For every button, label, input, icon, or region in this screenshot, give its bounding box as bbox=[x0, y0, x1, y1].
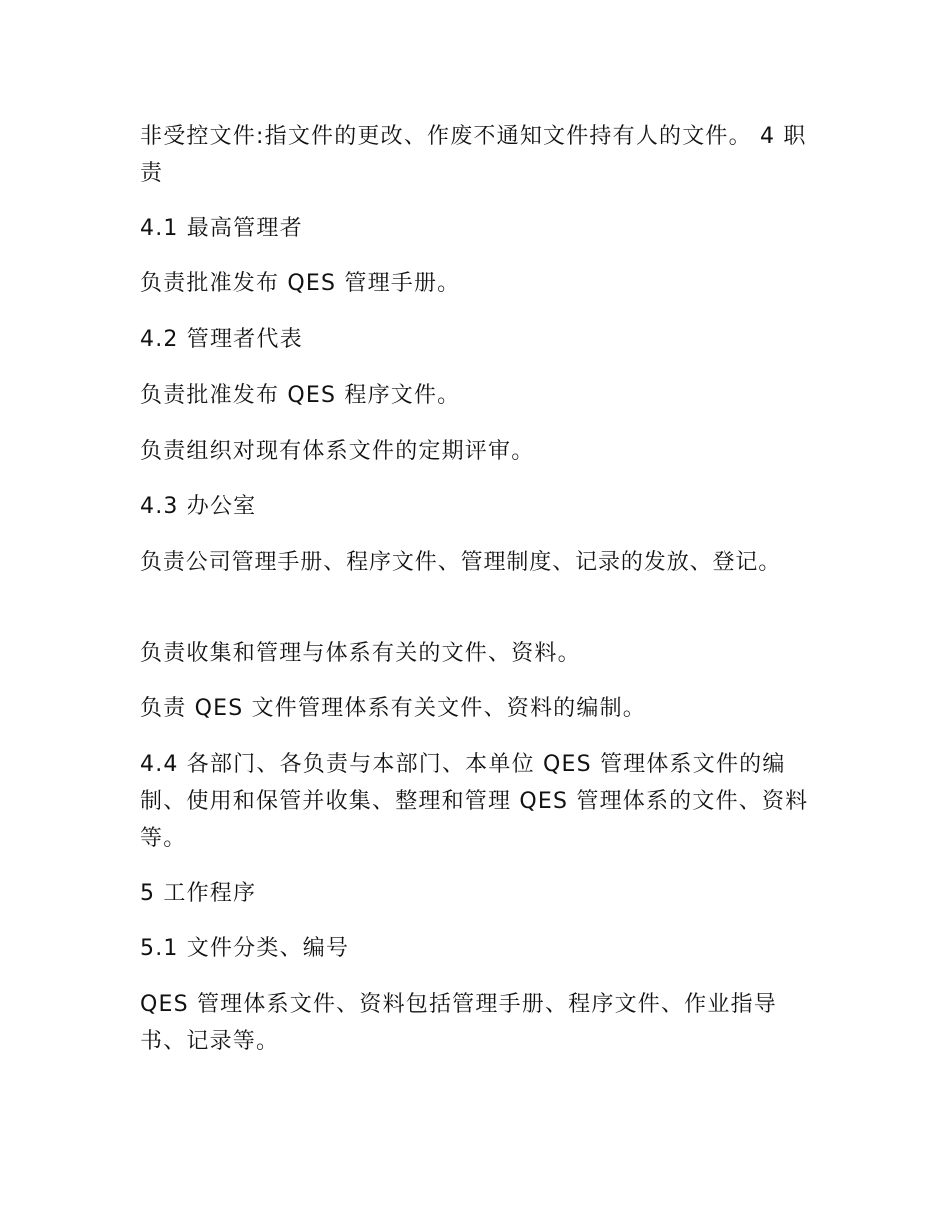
heading-4-1-top-management: 4.1 最高管理者 bbox=[140, 216, 303, 241]
heading-4-3-office: 4.3 办公室 bbox=[140, 494, 257, 519]
paragraph-4-4-departments: 4.4 各部门、各负责与本部门、本单位 QES 管理体系文件的编制、使用和保管并收集、整理和管理 QES 管理体系的文件、资料等。 bbox=[140, 752, 809, 851]
paragraph-collect-manage-documents: 负责收集和管理与体系有关的文件、资料。 bbox=[140, 641, 581, 666]
paragraph-compile-documents: 负责 QES 文件管理体系有关文件、资料的编制。 bbox=[140, 696, 646, 721]
paragraph-distribution-registration: 负责公司管理手册、程序文件、管理制度、记录的发放、登记。 bbox=[140, 550, 782, 575]
paragraph-uncontrolled-document-definition: 非受控文件:指文件的更改、作废不通知文件持有人的文件。 4 职责 bbox=[140, 124, 807, 186]
paragraph-periodic-review: 负责组织对现有体系文件的定期评审。 bbox=[140, 439, 535, 464]
paragraph-document-types: QES 管理体系文件、资料包括管理手册、程序文件、作业指导书、记录等。 bbox=[140, 992, 777, 1054]
paragraph-approve-manual: 负责批准发布 QES 管理手册。 bbox=[140, 271, 461, 296]
heading-5-1-classification-numbering: 5.1 文件分类、编号 bbox=[140, 936, 350, 961]
heading-5-work-procedure: 5 工作程序 bbox=[140, 881, 257, 906]
heading-4-2-management-representative: 4.2 管理者代表 bbox=[140, 327, 303, 352]
paragraph-approve-procedures: 负责批准发布 QES 程序文件。 bbox=[140, 383, 461, 408]
